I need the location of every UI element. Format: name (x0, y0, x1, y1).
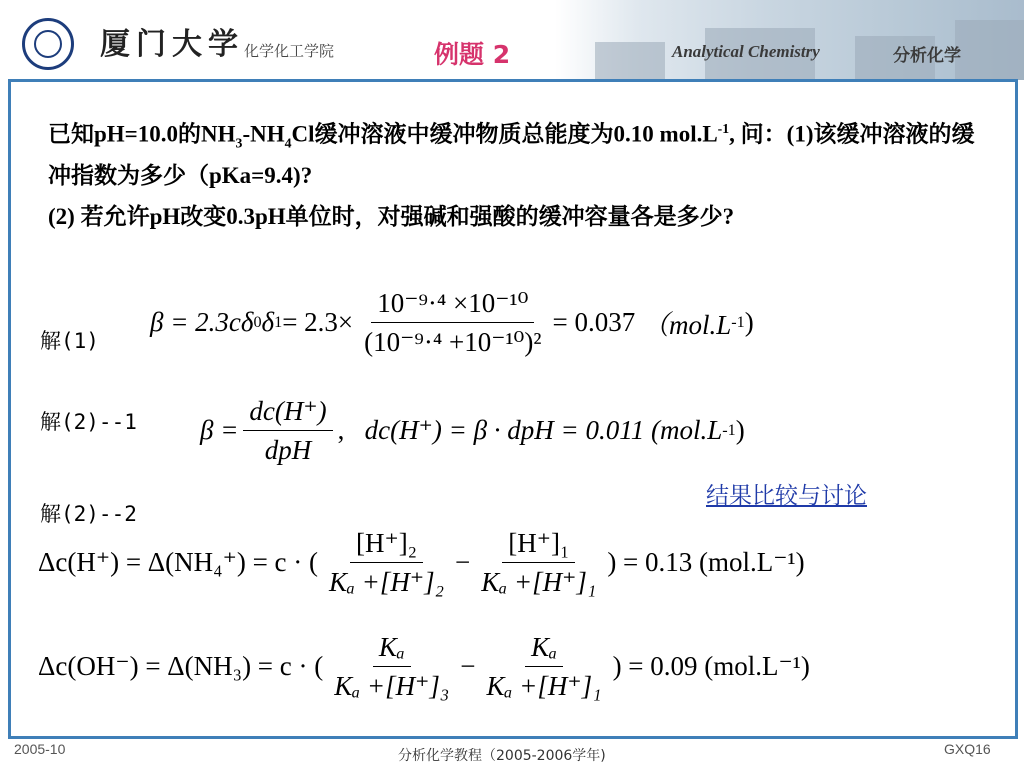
fraction-denominator: Kₐ +[H⁺]₁ (481, 567, 597, 597)
campus-photo (555, 0, 1024, 80)
solution-2-1-label: 解(2)--1 (40, 410, 137, 434)
eq-text: dc(H⁺) = β · dpH = 0.011 (mol.L (364, 415, 723, 445)
fraction-denominator: Kₐ +[H⁺]₃ (334, 671, 450, 701)
eq-superscript: -1 (722, 421, 736, 439)
equation-buffer-index (150, 288, 754, 357)
problem-part-2: (2) 若允许pH改变0.3pH单位时，对强碱和强酸的缓冲容量各是多少? (48, 204, 735, 230)
course-name-en: Analytical Chemistry (672, 42, 820, 61)
superscript: -1 (717, 121, 730, 136)
solution-1-label: 解(1) (40, 329, 99, 353)
eq-subscript: 0 (253, 313, 262, 331)
university-seal-icon (22, 18, 74, 70)
eq-text: β = 2.3cδ (150, 307, 254, 337)
fraction (475, 528, 602, 597)
seal-inner-ring (34, 30, 62, 58)
fraction-numerator: [H⁺]₂ (350, 528, 423, 563)
building-shape (955, 20, 1024, 80)
solution-2-2-label: 解(2)--2 (40, 502, 137, 526)
fraction (323, 528, 450, 597)
fraction (243, 396, 332, 465)
eq-text: ) (735, 415, 745, 445)
fraction-denominator: Kₐ +[H⁺]₁ (486, 671, 602, 701)
eq-text: δ (261, 307, 275, 337)
footer-slide-id: GXQ16 (944, 741, 991, 757)
eq-unit: （mol.L (641, 310, 732, 340)
footer-date: 2005-10 (14, 741, 66, 757)
eq-superscript: -1 (731, 313, 745, 331)
problem-statement (48, 112, 993, 241)
fraction-numerator: Kₐ (525, 632, 563, 667)
problem-part-1 (48, 112, 993, 192)
eq-subscript: 1 (274, 313, 283, 331)
problem-text: , 问：(1)该缓冲溶液的缓冲指数为多少（pKa=9.4)? (48, 121, 975, 189)
eq-text: = 2.3× (282, 307, 354, 337)
results-discussion-link[interactable]: 结果比较与讨论 (706, 483, 867, 509)
subscript: 3 (235, 135, 243, 151)
eq-text: β = (200, 415, 239, 445)
fraction-numerator: dc(H⁺) (243, 396, 332, 431)
fraction (328, 632, 455, 701)
fraction-numerator: 10⁻⁹·⁴ ×10⁻¹⁰ (371, 288, 534, 323)
eq-text: ) = 0.09 (mol.L⁻¹) (612, 651, 810, 681)
eq-text: ) = 0.13 (mol.L⁻¹) (607, 547, 805, 577)
building-shape (595, 42, 665, 80)
problem-text: 已知pH=10.0的NH (48, 121, 236, 147)
equation-base-capacity (38, 528, 805, 597)
eq-text: Δc(H⁺) = Δ(NH₄⁺) = c · ( (38, 547, 319, 577)
equation-acid-capacity (38, 632, 810, 701)
college-name: 化学化工学院 (244, 42, 335, 60)
fraction-denominator: Kₐ +[H⁺]₂ (329, 567, 445, 597)
problem-text: Cl缓冲溶液中缓冲物质总能度为0.10 mol.L (291, 121, 718, 147)
eq-text: , (337, 415, 345, 445)
university-name: 厦门大学 (100, 27, 244, 62)
slide-header (0, 0, 1024, 80)
eq-text: − (460, 651, 476, 681)
fraction-denominator: dpH (264, 435, 312, 465)
eq-text: ) (744, 307, 754, 337)
fraction-denominator: (10⁻⁹·⁴ +10⁻¹⁰)² (364, 327, 542, 357)
eq-text: − (455, 547, 471, 577)
subscript: 4 (284, 135, 292, 151)
fraction-numerator: [H⁺]₁ (502, 528, 575, 563)
footer-course: 分析化学教程（2005-2006学年) (398, 748, 606, 764)
course-name-cn: 分析化学 (893, 46, 961, 66)
eq-result: = 0.037 (552, 307, 636, 337)
fraction-numerator: Kₐ (373, 632, 411, 667)
fraction (481, 632, 608, 701)
slide-title: 例题 2 (434, 40, 511, 69)
eq-text: Δc(OH⁻) = Δ(NH₃) = c · ( (38, 651, 324, 681)
problem-text: -NH (242, 121, 285, 147)
equation-buffer-capacity-definition (200, 396, 745, 465)
fraction (358, 288, 547, 357)
